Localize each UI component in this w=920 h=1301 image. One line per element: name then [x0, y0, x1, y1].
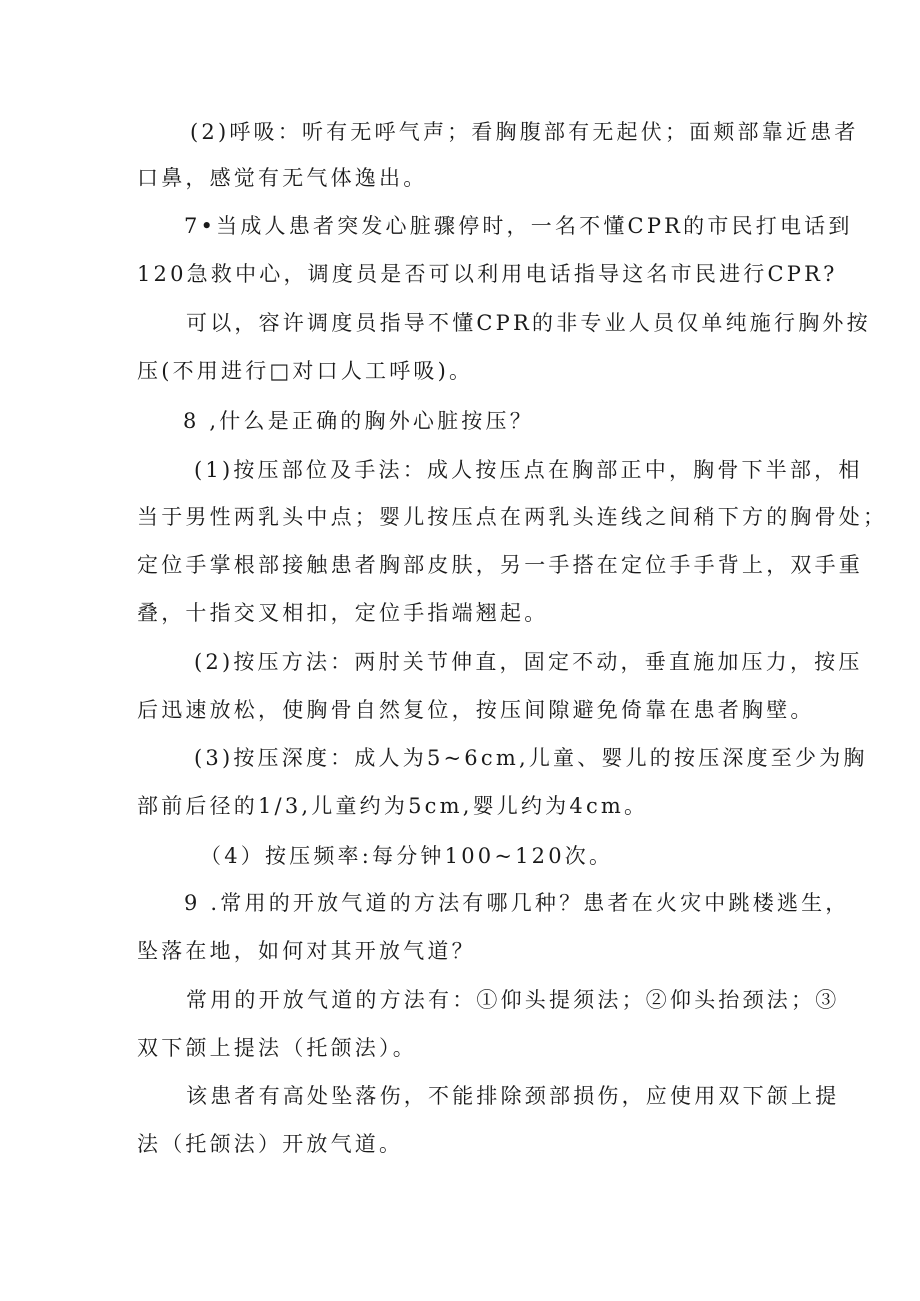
text-line: 法（托颌法）开放气道。	[137, 1132, 404, 1156]
text-line: (1)按压部位及手法：成人按压点在胸部正中，胸骨下半部，相	[194, 458, 863, 482]
text-line: 120急救中心，调度员是否可以利用电话指导这名市民进行CPR?	[137, 262, 838, 286]
text-line: 7•当成人患者突发心脏骤停时，一名不懂CPR的市民打电话到	[184, 214, 853, 238]
text-line: 部前后径的1/3,儿童约为5cm,婴儿约为4cm。	[137, 794, 649, 818]
text-line: 双下颌上提法（托颌法）。	[137, 1036, 417, 1060]
text-line: 压(不用进行□对口人工呼吸)。	[137, 359, 474, 383]
text-line: 口鼻，感觉有无气体逸出。	[137, 166, 428, 190]
text-line: (2)呼吸：听有无呼气声；看胸腹部有无起伏；面颊部靠近患者	[190, 120, 859, 144]
text-line: 9 .常用的开放气道的方法有哪几种？患者在火灾中跳楼逃生，	[184, 891, 850, 915]
text-line: 常用的开放气道的方法有：①仰头提须法；②仰头抬颈法；③	[186, 988, 840, 1012]
text-line: 坠落在地，如何对其开放气道？	[137, 939, 476, 963]
text-line: (3)按压深度：成人为5~6cm,儿童、婴儿的按压深度至少为胸	[194, 746, 868, 770]
text-line: 8 ,什么是正确的胸外心脏按压？	[183, 409, 534, 433]
text-line: 当于男性两乳头中点；婴儿按压点在两乳头连线之间稍下方的胸骨处；	[137, 505, 888, 529]
text-line: 叠，十指交叉相扣，定位手指端翘起。	[137, 601, 549, 625]
text-line: (2)按压方法：两肘关节伸直，固定不动，垂直施加压力，按压	[194, 650, 863, 674]
text-line: 定位手掌根部接触患者胸部皮肤，另一手搭在定位手手背上，双手重	[137, 553, 863, 577]
text-line: 该患者有高处坠落伤，不能排除颈部损伤，应使用双下颌上提	[186, 1084, 840, 1108]
text-line: 后迅速放松，使胸骨自然复位，按压间隙避免倚靠在患者胸壁。	[137, 698, 815, 722]
text-line: （4）按压频率:每分钟100~120次。	[200, 844, 614, 868]
text-line: 可以，容许调度员指导不懂CPR的非专业人员仅单纯施行胸外按	[186, 311, 871, 335]
